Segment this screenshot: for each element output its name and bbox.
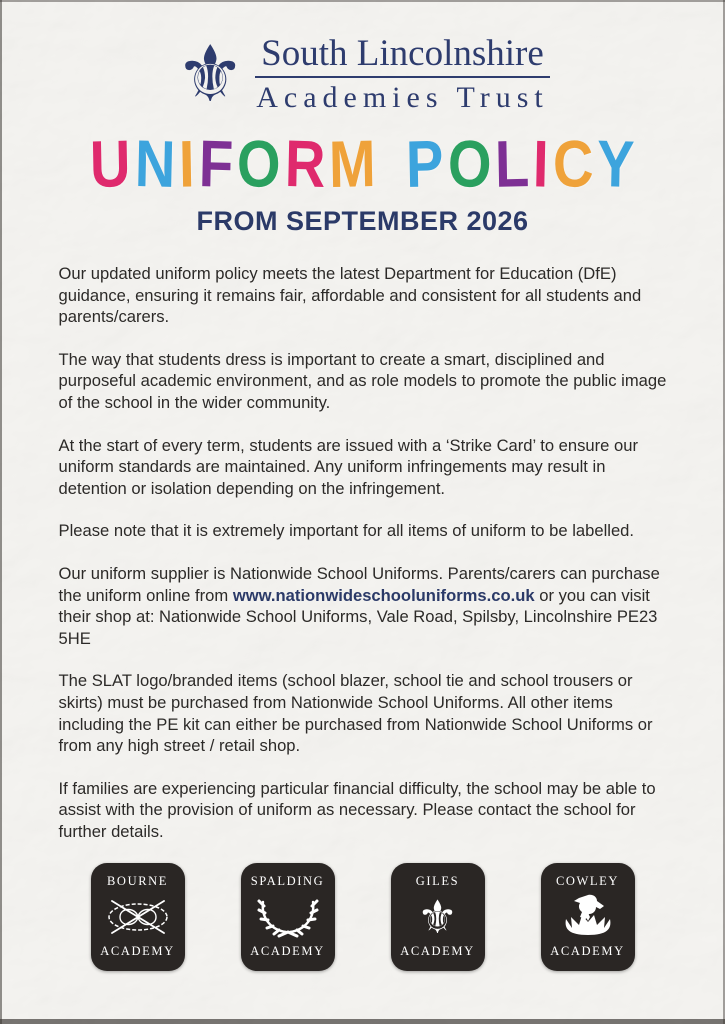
paragraph-text: Our uniform supplier is Nationwide School Uniforms. Parents/carers can purchase the uniform online from <box>58 563 660 605</box>
badge-giles-academy <box>391 863 485 971</box>
academy-label: ACADEMY <box>250 944 325 959</box>
title-letter: C <box>552 125 594 202</box>
badge-cowley-academy <box>541 863 635 971</box>
trust-name <box>255 34 550 115</box>
badge-bourne-academy <box>91 863 185 971</box>
title-letter: O <box>236 125 282 202</box>
academy-label: ACADEMY <box>550 944 625 959</box>
policy-paragraph <box>59 520 667 542</box>
paragraph-text: At the start of every term, students are issued with a ‘Strike Card’ to ensure our uniform standards are maintained. Any uniform infringements may result in detention or isolation depending on the infringement. <box>58 435 639 498</box>
academy-name: GILES <box>415 874 460 889</box>
title-letter: F <box>198 125 234 202</box>
paragraph-text: The way that students dress is important to create a smart, disciplined and purposeful academic environment, and as role models to promote the public image of the school in the wider community. <box>58 349 667 412</box>
policy-paragraph <box>59 670 667 756</box>
academy-label: ACADEMY <box>400 944 475 959</box>
title-letter: P <box>405 125 445 202</box>
title-letter: N <box>134 125 176 202</box>
title-letter: U <box>89 125 132 202</box>
policy-body <box>59 263 667 842</box>
paragraph-text: Please note that it is extremely important for all items of uniform to be labelled. <box>58 521 635 541</box>
trust-name-line1: South Lincolnshire <box>255 34 550 78</box>
effective-date-subtitle: FROM SEPTEMBER 2026 <box>196 206 529 236</box>
paragraph-text: The SLAT logo/branded items (school blazer, school tie and school trousers or skirts) must be purchased from Nationwide School Uniforms. All other items including the PE kit can either be purchased from Nationwide School Uniforms or from any high street / retail shop. <box>58 671 653 756</box>
title-letter: O <box>446 125 492 202</box>
paragraph-text: If families are experiencing particular financial difficulty, the school may be able to assist with the provision of uniform as necessary. Please contact the school for further details. <box>58 778 656 841</box>
badge-spalding-academy <box>241 863 335 971</box>
paragraph-text: Our updated uniform policy meets the latest Department for Education (DfE) guidance, ensuring it remains fair, affordable and consistent for all students and parents/carers. <box>58 264 642 327</box>
policy-paragraph <box>59 778 667 843</box>
trust-logo <box>0 0 725 120</box>
title-letter: M <box>328 125 377 202</box>
academy-label: ACADEMY <box>100 944 175 959</box>
policy-paragraph <box>59 263 667 328</box>
policy-paragraph <box>59 349 667 414</box>
policy-paragraph <box>59 563 667 649</box>
fleur-de-lis-icon: ⚜ <box>416 889 459 944</box>
policy-paragraph <box>59 435 667 500</box>
title-letter: L <box>494 125 530 202</box>
academy-name: COWLEY <box>555 874 620 889</box>
title-word-uniform <box>88 125 377 202</box>
academy-name: BOURNE <box>107 874 168 889</box>
trust-name-line2: Academies Trust <box>256 81 549 114</box>
fleur-de-lis-icon: ⚜ <box>175 29 246 120</box>
supplier-website-url: www.nationwideschooluniforms.co.uk <box>232 585 535 605</box>
laurel-wreath-icon <box>255 890 321 942</box>
page-title <box>0 125 725 202</box>
academy-name: SPALDING <box>250 873 325 888</box>
academy-badges-row <box>0 863 725 971</box>
title-letter: I <box>178 126 196 201</box>
title-letter: R <box>283 125 326 202</box>
crown-and-horse-icon <box>559 891 617 943</box>
title-letter: I <box>532 126 550 201</box>
interlaced-knot-icon <box>104 891 172 943</box>
title-letter: Y <box>596 125 636 202</box>
title-word-policy <box>404 125 637 202</box>
paragraph-text: or you can visit their shop at: Nationwide School Uniforms, Vale Road, Spilsby, Lincolnshire PE23 5HE <box>58 585 658 648</box>
